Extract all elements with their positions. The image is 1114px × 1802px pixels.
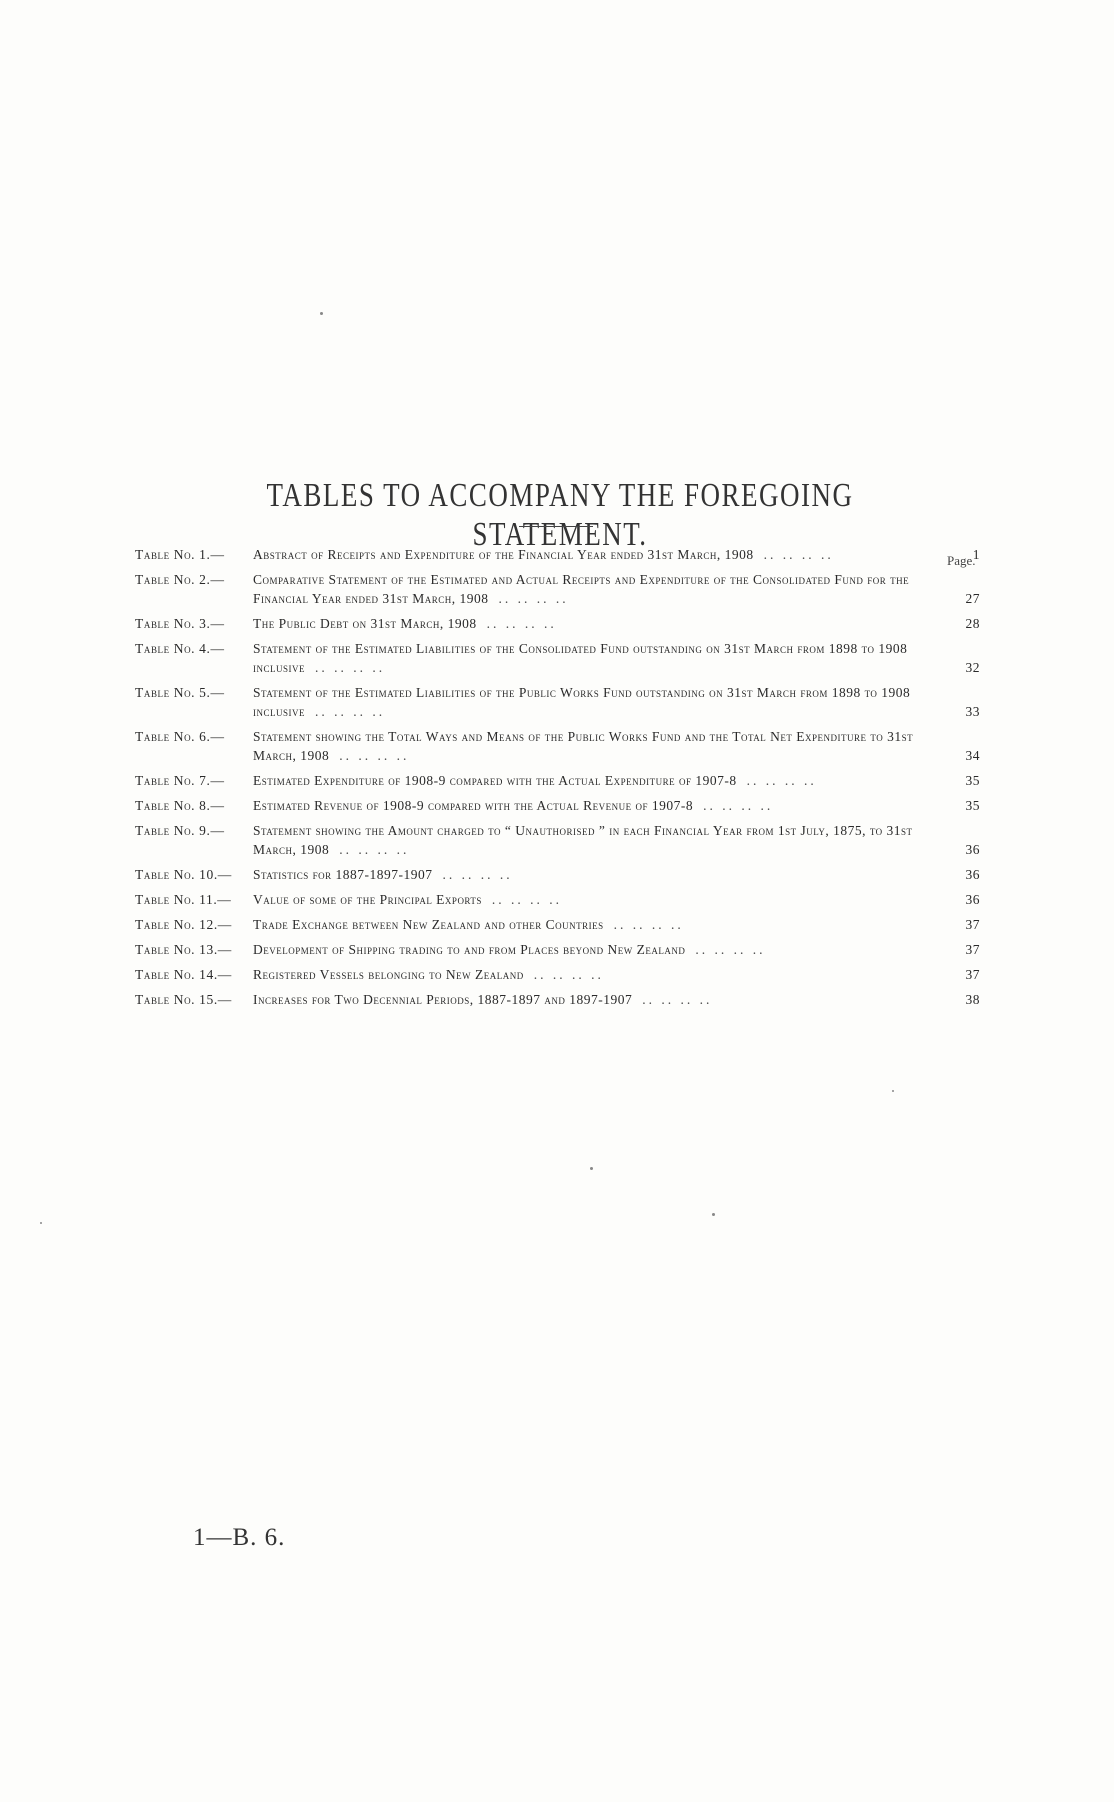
toc-entry [135, 965, 980, 984]
toc-entry-body [253, 890, 980, 909]
leader-dots: .. .. .. .. [315, 704, 386, 719]
toc-entry-number: Table No. 3.— [135, 616, 225, 631]
toc-entry-number: Table No. 6.— [135, 729, 225, 744]
toc-entry-description: Increases for Two Decennial Periods, 1887-1897 and 1897-1907 [253, 992, 633, 1007]
toc-entry-page: 27 [965, 591, 980, 606]
toc-entry-body [253, 639, 980, 677]
toc-entry-number: Table No. 4.— [135, 641, 225, 656]
toc-entry-description: Statement showing the Total Ways and Means of the Public Works Fund and the Total Net Expenditure to 31st March, 1908 [253, 729, 914, 763]
leader-dots: .. .. .. .. [498, 591, 569, 606]
toc-entry-description: Development of Shipping trading to and from Places beyond New Zealand [253, 942, 686, 957]
table-of-contents [135, 545, 980, 1015]
toc-entry [135, 614, 980, 633]
toc-entry-number: Table No. 11.— [135, 892, 232, 907]
toc-entry-page: 32 [965, 660, 980, 675]
document-title: TABLES TO ACCOMPANY THE FOREGOING STATEMENT. [266, 476, 854, 553]
toc-entry-page: 33 [965, 704, 980, 719]
leader-dots: .. .. .. .. [695, 942, 766, 957]
toc-entry-body [253, 821, 980, 859]
toc-entry-description: Comparative Statement of the Estimated and Actual Receipts and Expenditure of the Consolidated Fund for the Financial Year ended 31st March, 1908 [253, 572, 910, 606]
toc-entry-description: Statistics for 1887-1897-1907 [253, 867, 433, 882]
scan-speck [590, 1167, 593, 1170]
toc-entry-description: Statement of the Estimated Liabilities of the Consolidated Fund outstanding on 31st March from 1898 to 1908 inclusive [253, 641, 908, 675]
toc-entry-description: The Public Debt on 31st March, 1908 [253, 616, 477, 631]
toc-entry-body [253, 771, 980, 790]
toc-entry [135, 890, 980, 909]
leader-dots: .. .. .. .. [491, 892, 563, 907]
toc-entry-description: Estimated Expenditure of 1908-9 compared with the Actual Expenditure of 1907-8 [253, 773, 737, 788]
toc-entry-body [253, 915, 980, 934]
scan-speck [320, 312, 323, 315]
toc-entry-number: Table No. 7.— [135, 773, 225, 788]
leader-dots: .. .. .. .. [315, 660, 386, 675]
toc-entry-description: Statement showing the Amount charged to “ Unauthorised ” in each Financial Year from 1st July, 1875, to 31st March, 1908 [253, 823, 913, 857]
leader-dots: .. .. .. .. [339, 748, 410, 763]
toc-entry-description: Value of some of the Principal Exports [253, 892, 482, 907]
toc-entry [135, 796, 980, 815]
toc-entry-page: 34 [965, 748, 980, 763]
leader-dots: .. .. .. .. [746, 773, 817, 788]
toc-entry-page: 36 [965, 867, 980, 882]
toc-entry-body [253, 940, 980, 959]
toc-entry [135, 940, 980, 959]
toc-entry-number: Table No. 2.— [135, 572, 225, 587]
leader-dots: .. .. .. .. [703, 798, 774, 813]
toc-entry-body [253, 990, 980, 1009]
toc-entry-description: Statement of the Estimated Liabilities of the Public Works Fund outstanding on 31st March from 1898 to 1908 inclusive [253, 685, 911, 719]
toc-entry-body [253, 683, 980, 721]
toc-entry-description: Abstract of Receipts and Expenditure of the Financial Year ended 31st March, 1908 [253, 547, 754, 562]
toc-entry-number: Table No. 1.— [135, 547, 225, 562]
toc-entry-body [253, 865, 980, 884]
leader-dots: .. .. .. .. [533, 967, 604, 982]
toc-entry-page: 36 [965, 842, 980, 857]
toc-entry-number: Table No. 10.— [135, 867, 232, 882]
leader-dots: .. .. .. .. [763, 547, 834, 562]
toc-entry [135, 545, 980, 564]
scan-speck [892, 1090, 894, 1092]
toc-entry [135, 821, 980, 859]
leader-dots: .. .. .. .. [613, 917, 684, 932]
toc-entry [135, 771, 980, 790]
toc-entry-number: Table No. 12.— [135, 917, 232, 932]
toc-entry-description: Trade Exchange between New Zealand and other Countries [253, 917, 604, 932]
toc-entry-number: Table No. 5.— [135, 685, 225, 700]
leader-dots: .. .. .. .. [442, 867, 513, 882]
leader-dots: .. .. .. .. [486, 616, 557, 631]
toc-entry-page: 37 [965, 917, 980, 932]
toc-entry-number: Table No. 15.— [135, 992, 232, 1007]
footer-code: 1—B. 6. [193, 1524, 286, 1551]
leader-dots: .. .. .. .. [642, 992, 713, 1007]
toc-entry [135, 990, 980, 1009]
scan-speck [712, 1213, 715, 1216]
toc-entry [135, 865, 980, 884]
toc-entry-body [253, 796, 980, 815]
toc-entry-number: Table No. 8.— [135, 798, 225, 813]
toc-entry [135, 683, 980, 721]
toc-entry [135, 639, 980, 677]
scan-speck [40, 1222, 42, 1224]
toc-entry-body [253, 570, 980, 608]
toc-entry-page: 1 [972, 547, 980, 562]
toc-entry-body [253, 965, 980, 984]
toc-entry-page: 38 [965, 992, 980, 1007]
toc-entry [135, 727, 980, 765]
page-column-header: Page. [947, 553, 976, 568]
title-rule [519, 526, 593, 527]
toc-entry-page: 28 [965, 616, 980, 631]
toc-entry-body [253, 727, 980, 765]
toc-entry-body [253, 545, 980, 564]
toc-entry-page: 36 [965, 892, 980, 907]
toc-entry-description: Registered Vessels belonging to New Zealand [253, 967, 524, 982]
toc-entry [135, 915, 980, 934]
toc-entry-number: Table No. 14.— [135, 967, 232, 982]
leader-dots: .. .. .. .. [339, 842, 410, 857]
toc-entry-page: 37 [965, 942, 980, 957]
toc-entry-number: Table No. 9.— [135, 823, 225, 838]
toc-entry-page: 37 [965, 967, 980, 982]
toc-entry-body [253, 614, 980, 633]
toc-entry-description: Estimated Revenue of 1908-9 compared with the Actual Revenue of 1907-8 [253, 798, 694, 813]
toc-entry-number: Table No. 13.— [135, 942, 232, 957]
toc-entry-page: 35 [965, 798, 980, 813]
toc-entry-page: 35 [965, 773, 980, 788]
toc-entry [135, 570, 980, 608]
